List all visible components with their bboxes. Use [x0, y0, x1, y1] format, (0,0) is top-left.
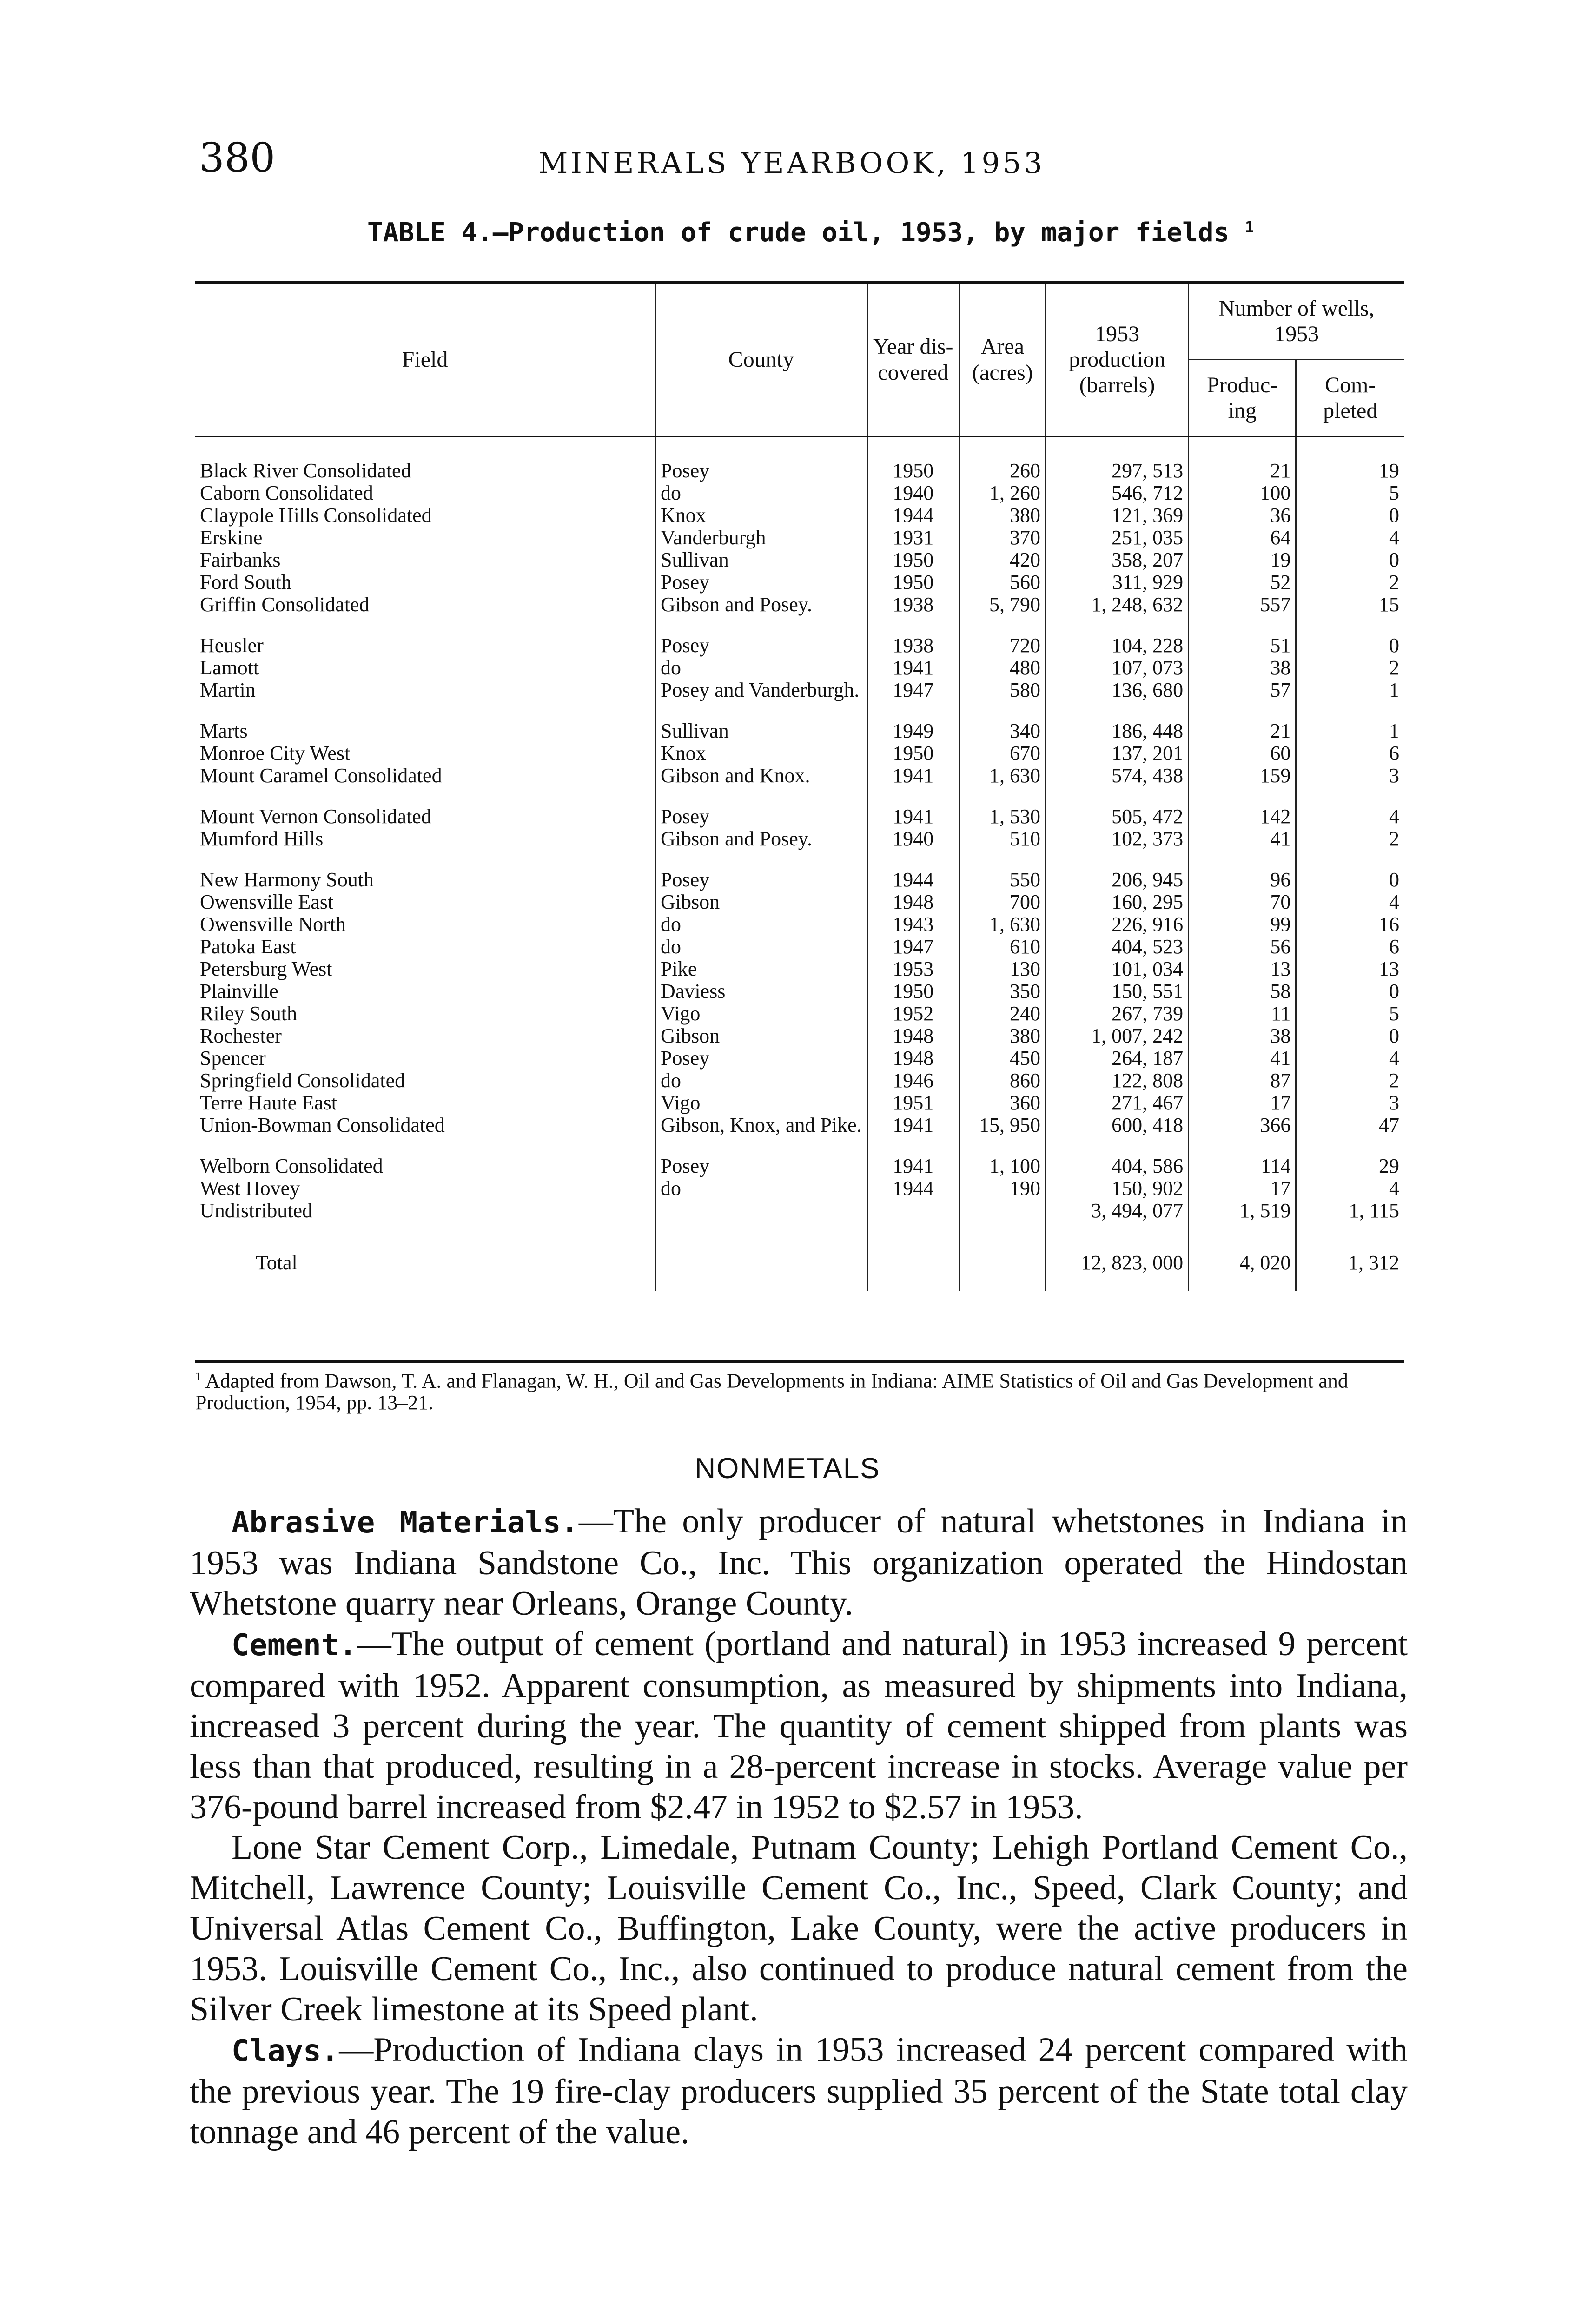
- cell-year: 1948: [867, 892, 959, 914]
- cell-field: Owensville East: [200, 891, 334, 913]
- cell-completed: 1: [1296, 702, 1404, 743]
- cell-production: 136, 680: [1046, 680, 1189, 702]
- cell-producing: 114: [1189, 1137, 1296, 1178]
- runin-cement: Cement.: [232, 1628, 357, 1663]
- cell-completed: 19: [1296, 436, 1404, 483]
- running-head: MINERALS YEARBOOK, 1953: [538, 146, 1045, 180]
- cell-completed: 16: [1296, 914, 1404, 937]
- cell-producing: 64: [1189, 528, 1296, 550]
- cell-producing: 38: [1189, 658, 1296, 680]
- cell-producing: 99: [1189, 914, 1296, 937]
- cell-producing: 13: [1189, 959, 1296, 981]
- cell-area: 450: [959, 1048, 1046, 1070]
- cell-production: 264, 187: [1046, 1048, 1189, 1070]
- cell-area: 720: [959, 617, 1046, 658]
- cell-production: 226, 916: [1046, 914, 1189, 937]
- cell-year: 1944: [867, 505, 959, 528]
- cell-county: Gibson and Knox.: [655, 766, 867, 788]
- cell-field: Griffin Consolidated: [200, 593, 370, 616]
- paragraph-text: —Production of Indiana clays in 1953 increased 24 percent compared with the previous year. The 19 fire-clay producers supplied 35 percent of the State total clay tonnage and 46 percent of the value.: [190, 2031, 1408, 2151]
- cell-area: 1, 630: [959, 914, 1046, 937]
- cell-area: 700: [959, 892, 1046, 914]
- cell-producing: 96: [1189, 851, 1296, 892]
- cell-field: Mount Vernon Consolidated: [200, 805, 431, 828]
- table-row: [195, 981, 1404, 1004]
- cell-production: 3, 494, 077: [1046, 1201, 1189, 1223]
- cell-year: 1952: [867, 1004, 959, 1026]
- cell-completed: 15: [1296, 594, 1404, 617]
- cell-county: Vanderburgh: [655, 528, 867, 550]
- cell-county: Pike: [655, 959, 867, 981]
- cell-county: Posey: [655, 572, 867, 594]
- table-row: [195, 483, 1404, 505]
- cell-county: Posey and Vanderburgh.: [655, 680, 867, 702]
- cell-producing: 58: [1189, 981, 1296, 1004]
- cell-completed: 1: [1296, 680, 1404, 702]
- runin-abrasive: Abrasive Materials.: [232, 1505, 579, 1540]
- table-row: [195, 959, 1404, 981]
- table-row: [195, 1201, 1404, 1223]
- cell-producing: 52: [1189, 572, 1296, 594]
- cell-field: Black River Consolidated: [200, 459, 411, 482]
- cell-year: 1940: [867, 483, 959, 505]
- table-row: [195, 702, 1404, 743]
- cell-production: 505, 472: [1046, 788, 1189, 829]
- paragraph-producers: [190, 1828, 1408, 2030]
- header-area: Area (acres): [959, 282, 1046, 436]
- cell-producing: 159: [1189, 766, 1296, 788]
- cell-year: 1949: [867, 702, 959, 743]
- cell-production: 600, 418: [1046, 1115, 1189, 1137]
- cell-production: 1, 248, 632: [1046, 594, 1189, 617]
- cell-area: 370: [959, 528, 1046, 550]
- cell-county: Posey: [655, 1048, 867, 1070]
- cell-field: Plainville: [200, 980, 278, 1003]
- cell-county: Posey: [655, 788, 867, 829]
- paragraph-abrasive: [190, 1501, 1408, 1624]
- cell-year: 1941: [867, 766, 959, 788]
- total-row: [195, 1223, 1404, 1291]
- cell-area: 480: [959, 658, 1046, 680]
- cell-area: 1, 630: [959, 766, 1046, 788]
- cell-area: 380: [959, 1026, 1046, 1048]
- cell-year: 1948: [867, 1026, 959, 1048]
- cell-producing: 19: [1189, 550, 1296, 572]
- table-title-footnote-mark: 1: [1245, 218, 1254, 236]
- table-row: [195, 914, 1404, 937]
- cell-county: do: [655, 937, 867, 959]
- cell-completed: 4: [1296, 1048, 1404, 1070]
- paragraph-clays: [190, 2030, 1408, 2152]
- cell-field: Terre Haute East: [200, 1091, 337, 1114]
- cell-production: 267, 739: [1046, 1004, 1189, 1026]
- cell-field: Monroe City West: [200, 742, 351, 765]
- cell-production: 206, 945: [1046, 851, 1189, 892]
- cell-field: Spencer: [200, 1047, 266, 1070]
- crude-oil-table: [195, 281, 1404, 1291]
- page-number: 380: [199, 135, 276, 181]
- cell-area: [959, 1201, 1046, 1223]
- cell-area: 130: [959, 959, 1046, 981]
- cell-producing: 70: [1189, 892, 1296, 914]
- cell-producing: 51: [1189, 617, 1296, 658]
- cell-year: 1931: [867, 528, 959, 550]
- header-production: 1953 production (barrels): [1046, 282, 1189, 436]
- cell-county: Knox: [655, 743, 867, 766]
- cell-production: 150, 902: [1046, 1178, 1189, 1201]
- cell-county: do: [655, 658, 867, 680]
- cell-completed: 5: [1296, 1004, 1404, 1026]
- cell-production: 1, 007, 242: [1046, 1026, 1189, 1048]
- cell-area: 380: [959, 505, 1046, 528]
- cell-field: West Hovey: [200, 1177, 300, 1200]
- paragraph-text: Lone Star Cement Corp., Limedale, Putnam County; Lehigh Portland Cement Co., Mitchell, Lawrence County; Louisville Cement Co., Inc., Speed, Clark County; and Universal Atlas Cement Co., Buffington, Lake County, were the active producers in 1953. Louisville Cement Co., Inc., also continued to produce natural cement from the Silver Creek limestone at its Speed plant.: [190, 1829, 1408, 2028]
- cell-production: 101, 034: [1046, 959, 1189, 981]
- cell-county: Knox: [655, 505, 867, 528]
- cell-producing: 41: [1189, 1048, 1296, 1070]
- cell-county: Gibson: [655, 1026, 867, 1048]
- cell-producing: 17: [1189, 1093, 1296, 1115]
- cell-field: Fairbanks: [200, 548, 281, 571]
- section-heading: NONMETALS: [695, 1452, 880, 1485]
- cell-year: 1938: [867, 617, 959, 658]
- cell-year: 1941: [867, 1137, 959, 1178]
- cell-production: 574, 438: [1046, 766, 1189, 788]
- cell-year: 1946: [867, 1070, 959, 1093]
- paragraph-text: —The output of cement (portland and natural) in 1953 increased 9 percent compared with 1952. Apparent consumption, as measured by shipments into Indiana, increased 3 percent during the year. The quantity of cement shipped from plants was less than that produced, resulting in a 28-percent increase in stocks. Average value per 376-pound barrel increased from $2.47 in 1952 to $2.57 in 1953.: [190, 1625, 1408, 1826]
- cell-producing: 21: [1189, 436, 1296, 483]
- cell-production: 186, 448: [1046, 702, 1189, 743]
- cell-county: Sullivan: [655, 702, 867, 743]
- cell-area: 860: [959, 1070, 1046, 1093]
- table-row: [195, 851, 1404, 892]
- cell-production: 160, 295: [1046, 892, 1189, 914]
- cell-completed: 3: [1296, 766, 1404, 788]
- table-row: [195, 743, 1404, 766]
- cell-production: 404, 523: [1046, 937, 1189, 959]
- cell-production: 104, 228: [1046, 617, 1189, 658]
- table-footnote: [195, 1370, 1404, 1413]
- cell-field: Owensville North: [200, 913, 346, 936]
- table-row: [195, 1115, 1404, 1137]
- cell-producing: 41: [1189, 829, 1296, 851]
- cell-completed: 0: [1296, 617, 1404, 658]
- cell-production: 546, 712: [1046, 483, 1189, 505]
- cell-producing: 11: [1189, 1004, 1296, 1026]
- cell-production: 251, 035: [1046, 528, 1189, 550]
- cell-area: 190: [959, 1178, 1046, 1201]
- cell-field: Ford South: [200, 571, 291, 594]
- cell-field: Martin: [200, 679, 256, 701]
- table-row: [195, 829, 1404, 851]
- cell-area: 510: [959, 829, 1046, 851]
- table-row: [195, 1137, 1404, 1178]
- table-bottom-rule: [195, 1360, 1404, 1363]
- cell-county: Posey: [655, 851, 867, 892]
- total-area-blank: [959, 1223, 1046, 1291]
- cell-year: 1947: [867, 937, 959, 959]
- cell-producing: 1, 519: [1189, 1201, 1296, 1223]
- table-row: [195, 937, 1404, 959]
- cell-production: 404, 586: [1046, 1137, 1189, 1178]
- cell-area: 1, 260: [959, 483, 1046, 505]
- cell-county: Vigo: [655, 1004, 867, 1026]
- cell-producing: 36: [1189, 505, 1296, 528]
- cell-area: 15, 950: [959, 1115, 1046, 1137]
- cell-completed: 47: [1296, 1115, 1404, 1137]
- cell-field: Lamott: [200, 656, 259, 679]
- total-label: Total: [256, 1251, 298, 1274]
- cell-county: do: [655, 1070, 867, 1093]
- cell-year: 1950: [867, 436, 959, 483]
- cell-area: 420: [959, 550, 1046, 572]
- cell-completed: 0: [1296, 981, 1404, 1004]
- cell-field: Union-Bowman Consolidated: [200, 1114, 445, 1136]
- cell-production: 137, 201: [1046, 743, 1189, 766]
- cell-completed: 0: [1296, 550, 1404, 572]
- cell-field: Riley South: [200, 1002, 298, 1025]
- cell-completed: 4: [1296, 892, 1404, 914]
- cell-production: 271, 467: [1046, 1093, 1189, 1115]
- header-year: Year dis-covered: [867, 282, 959, 436]
- cell-county: Sullivan: [655, 550, 867, 572]
- cell-area: 550: [959, 851, 1046, 892]
- cell-completed: 2: [1296, 572, 1404, 594]
- cell-production: 121, 369: [1046, 505, 1189, 528]
- cell-field: Mount Caramel Consolidated: [200, 764, 442, 787]
- cell-producing: 366: [1189, 1115, 1296, 1137]
- footnote-text: Adapted from Dawson, T. A. and Flanagan, W. H., Oil and Gas Developments in Indiana: AIME Statistics of Oil and Gas Development and Production, 1954, pp. 13–21.: [195, 1369, 1348, 1414]
- cell-producing: 142: [1189, 788, 1296, 829]
- total-completed: 1, 312: [1296, 1223, 1404, 1291]
- table-row: [195, 1026, 1404, 1048]
- cell-area: 1, 530: [959, 788, 1046, 829]
- cell-producing: 38: [1189, 1026, 1296, 1048]
- total-county-blank: [655, 1223, 867, 1291]
- cell-completed: 2: [1296, 829, 1404, 851]
- cell-area: 240: [959, 1004, 1046, 1026]
- cell-production: 122, 808: [1046, 1070, 1189, 1093]
- total-producing: 4, 020: [1189, 1223, 1296, 1291]
- table-row: [195, 788, 1404, 829]
- cell-area: 5, 790: [959, 594, 1046, 617]
- cell-year: 1950: [867, 981, 959, 1004]
- cell-producing: 100: [1189, 483, 1296, 505]
- cell-producing: 21: [1189, 702, 1296, 743]
- cell-county: Gibson: [655, 892, 867, 914]
- cell-producing: 557: [1189, 594, 1296, 617]
- header-county: County: [655, 282, 867, 436]
- cell-producing: 87: [1189, 1070, 1296, 1093]
- page-header: [199, 135, 1417, 186]
- paragraph-text: —The only producer of natural whetstones in Indiana in 1953 was Indiana Sandstone Co., Inc. This organization operated the Hindostan Whetstone quarry near Orleans, Orange County.: [190, 1502, 1408, 1623]
- header-producing: Produc-ing: [1189, 360, 1296, 437]
- cell-county: do: [655, 1178, 867, 1201]
- cell-producing: 57: [1189, 680, 1296, 702]
- cell-producing: 60: [1189, 743, 1296, 766]
- cell-completed: 0: [1296, 1026, 1404, 1048]
- table-title: [367, 218, 1254, 248]
- cell-production: 107, 073: [1046, 658, 1189, 680]
- cell-area: 350: [959, 981, 1046, 1004]
- cell-year: 1940: [867, 829, 959, 851]
- table-row: [195, 1070, 1404, 1093]
- cell-year: 1941: [867, 788, 959, 829]
- table-row: [195, 572, 1404, 594]
- cell-area: 340: [959, 702, 1046, 743]
- cell-completed: 13: [1296, 959, 1404, 981]
- cell-production: 102, 373: [1046, 829, 1189, 851]
- cell-county: [655, 1201, 867, 1223]
- table-row: [195, 436, 1404, 483]
- table-row: [195, 680, 1404, 702]
- cell-year: 1953: [867, 959, 959, 981]
- cell-year: 1944: [867, 851, 959, 892]
- cell-year: 1948: [867, 1048, 959, 1070]
- table-row: [195, 658, 1404, 680]
- table-row: [195, 594, 1404, 617]
- table-row: [195, 528, 1404, 550]
- cell-year: 1941: [867, 1115, 959, 1137]
- cell-field: New Harmony South: [200, 868, 374, 891]
- total-year-blank: [867, 1223, 959, 1291]
- cell-completed: 3: [1296, 1093, 1404, 1115]
- cell-field: Springfield Consolidated: [200, 1069, 405, 1092]
- cell-year: 1947: [867, 680, 959, 702]
- table-row: [195, 550, 1404, 572]
- paragraph-cement: [190, 1624, 1408, 1828]
- header-field: Field: [195, 282, 655, 436]
- cell-completed: 29: [1296, 1137, 1404, 1178]
- table-row: [195, 1048, 1404, 1070]
- cell-completed: 1, 115: [1296, 1201, 1404, 1223]
- table-row: [195, 1004, 1404, 1026]
- cell-producing: 17: [1189, 1178, 1296, 1201]
- cell-year: [867, 1201, 959, 1223]
- cell-year: 1950: [867, 572, 959, 594]
- cell-field: Petersburg West: [200, 957, 332, 980]
- cell-completed: 4: [1296, 528, 1404, 550]
- cell-year: 1951: [867, 1093, 959, 1115]
- header-completed: Com-pleted: [1296, 360, 1404, 437]
- cell-completed: 0: [1296, 505, 1404, 528]
- cell-completed: 2: [1296, 1070, 1404, 1093]
- cell-year: 1950: [867, 550, 959, 572]
- cell-field: Heusler: [200, 634, 264, 657]
- cell-completed: 6: [1296, 743, 1404, 766]
- cell-area: 360: [959, 1093, 1046, 1115]
- cell-area: 610: [959, 937, 1046, 959]
- table-row: [195, 1093, 1404, 1115]
- header-wells-group: Number of wells, 1953: [1189, 282, 1404, 360]
- cell-production: 358, 207: [1046, 550, 1189, 572]
- cell-field: Rochester: [200, 1024, 282, 1047]
- cell-completed: 6: [1296, 937, 1404, 959]
- cell-county: Posey: [655, 436, 867, 483]
- cell-completed: 5: [1296, 483, 1404, 505]
- cell-field: Undistributed: [200, 1199, 312, 1222]
- cell-area: 580: [959, 680, 1046, 702]
- cell-completed: 4: [1296, 788, 1404, 829]
- cell-area: 670: [959, 743, 1046, 766]
- cell-production: 297, 513: [1046, 436, 1189, 483]
- cell-county: Gibson and Posey.: [655, 594, 867, 617]
- cell-field: Welborn Consolidated: [200, 1155, 383, 1177]
- cell-county: do: [655, 483, 867, 505]
- cell-year: 1943: [867, 914, 959, 937]
- footnote-mark: 1: [195, 1370, 201, 1383]
- body-text: [190, 1501, 1408, 2152]
- cell-county: Gibson and Posey.: [655, 829, 867, 851]
- cell-field: Patoka East: [200, 935, 296, 958]
- cell-completed: 4: [1296, 1178, 1404, 1201]
- cell-county: Posey: [655, 1137, 867, 1178]
- table-row: [195, 505, 1404, 528]
- table-row: [195, 617, 1404, 658]
- cell-production: 150, 551: [1046, 981, 1189, 1004]
- cell-year: 1938: [867, 594, 959, 617]
- cell-completed: 2: [1296, 658, 1404, 680]
- cell-year: 1944: [867, 1178, 959, 1201]
- cell-field: Claypole Hills Consolidated: [200, 504, 432, 527]
- cell-producing: 56: [1189, 937, 1296, 959]
- table-body: [195, 436, 1404, 1291]
- cell-field: Erskine: [200, 526, 263, 549]
- table-row: [195, 1178, 1404, 1201]
- table-row: [195, 766, 1404, 788]
- cell-county: Gibson, Knox, and Pike.: [655, 1115, 867, 1137]
- table-title-text: TABLE 4.—Production of crude oil, 1953, by major fields: [367, 218, 1230, 248]
- cell-field: Caborn Consolidated: [200, 482, 373, 504]
- cell-county: Daviess: [655, 981, 867, 1004]
- runin-clays: Clays.: [232, 2034, 339, 2068]
- cell-year: 1941: [867, 658, 959, 680]
- cell-area: 1, 100: [959, 1137, 1046, 1178]
- cell-field: Marts: [200, 720, 248, 742]
- cell-area: 560: [959, 572, 1046, 594]
- cell-county: Posey: [655, 617, 867, 658]
- total-production: 12, 823, 000: [1046, 1223, 1189, 1291]
- cell-county: Vigo: [655, 1093, 867, 1115]
- cell-field: Mumford Hills: [200, 827, 324, 850]
- table-row: [195, 892, 1404, 914]
- cell-completed: 0: [1296, 851, 1404, 892]
- cell-production: 311, 929: [1046, 572, 1189, 594]
- cell-county: do: [655, 914, 867, 937]
- cell-area: 260: [959, 436, 1046, 483]
- cell-year: 1950: [867, 743, 959, 766]
